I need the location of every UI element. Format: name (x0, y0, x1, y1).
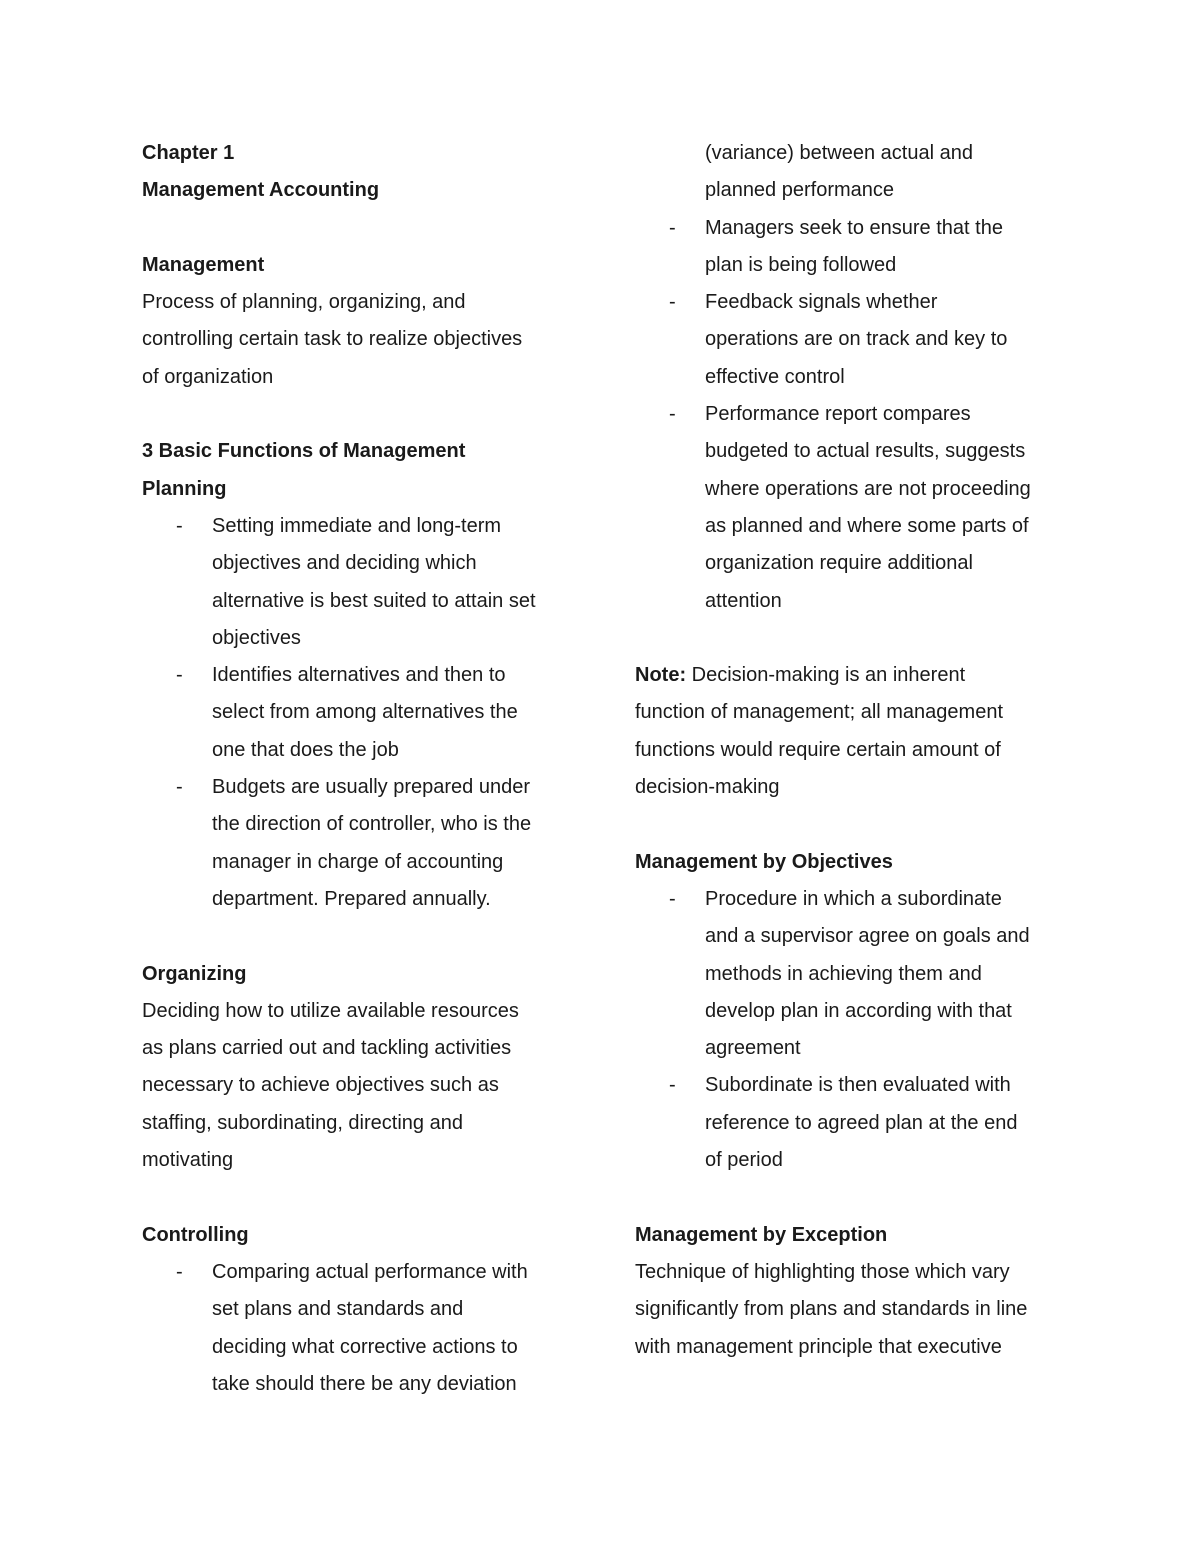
bullet-line: objectives (212, 626, 301, 649)
paragraph-line: staffing, subordinating, directing and (142, 1111, 463, 1134)
bullet-line: effective control (705, 365, 845, 388)
bullet-item (635, 284, 1075, 396)
paragraph-line: function of management; all management (635, 701, 1003, 724)
bullet-line: Setting immediate and long-term (212, 514, 502, 537)
mbe-heading: Management by Exception (635, 1223, 888, 1246)
paragraph-line: as plans carried out and tackling activities (142, 1037, 512, 1060)
bullet-item (142, 1254, 582, 1403)
bullet-line: set plans and standards and (212, 1298, 464, 1321)
paragraph-line: with management principle that executive (635, 1335, 1002, 1358)
bullet-line: Managers seek to ensure that the (705, 216, 1003, 239)
paragraph-line: significantly from plans and standards in line (635, 1298, 1028, 1321)
note-label: Note: (635, 664, 687, 687)
note-text: Decision-making is an inherent (686, 664, 966, 687)
bullet-line: take should there be any deviation (212, 1372, 517, 1395)
bullet-line: Procedure in which a subordinate (705, 887, 1002, 910)
bullet-item (635, 881, 1075, 1067)
management-heading: Management (142, 253, 265, 276)
bullet-line: Performance report compares (705, 403, 971, 426)
paragraph-line: Process of planning, organizing, and (142, 291, 466, 314)
paragraph-line: decision-making (635, 776, 780, 799)
bullet-line: alternative is best suited to attain set (212, 589, 536, 612)
paragraph-line: motivating (142, 1149, 234, 1172)
bullet-item (142, 769, 582, 918)
bullet-line: reference to agreed plan at the end (705, 1111, 1018, 1134)
bullet-item (635, 396, 1075, 620)
note-first-line (635, 657, 1075, 694)
bullet-line: operations are on track and key to (705, 328, 1008, 351)
bullet-continuation-line: planned performance (705, 179, 895, 202)
bullet-item (142, 657, 582, 769)
bullet-dash: - (176, 664, 183, 687)
functions-heading: 3 Basic Functions of Management (142, 440, 466, 463)
bullet-line: objectives and deciding which (212, 552, 477, 575)
bullet-dash: - (669, 403, 676, 426)
bullet-dash: - (669, 291, 676, 314)
controlling-heading: Controlling (142, 1223, 249, 1246)
bullet-dash: - (176, 776, 183, 799)
right-column (635, 135, 1075, 1366)
paragraph-line: functions would require certain amount of (635, 738, 1001, 761)
bullet-line: deciding what corrective actions to (212, 1335, 518, 1358)
bullet-line: as planned and where some parts of (705, 514, 1029, 537)
bullet-dash: - (669, 1074, 676, 1097)
paragraph-line: Technique of highlighting those which vary (635, 1260, 1010, 1283)
bullet-line: department. Prepared annually. (212, 887, 491, 910)
paragraph-line: of organization (142, 365, 274, 388)
bullet-line: manager in charge of accounting (212, 850, 504, 873)
paragraph-line: Deciding how to utilize available resources (142, 999, 519, 1022)
bullet-line: where operations are not proceeding (705, 477, 1031, 500)
left-column (142, 135, 582, 1403)
bullet-dash: - (669, 887, 676, 910)
bullet-line: methods in achieving them and (705, 962, 982, 985)
chapter-number: Chapter 1 (142, 142, 235, 164)
bullet-line: attention (705, 589, 782, 612)
chapter-title: Management Accounting (142, 179, 380, 202)
bullet-line: and a supervisor agree on goals and (705, 925, 1030, 948)
bullet-line: Comparing actual performance with (212, 1260, 528, 1283)
bullet-line: select from among alternatives the (212, 701, 518, 724)
bullet-item (635, 1067, 1075, 1179)
bullet-line: agreement (705, 1037, 801, 1060)
paragraph-line: necessary to achieve objectives such as (142, 1074, 499, 1097)
bullet-line: Subordinate is then evaluated with (705, 1074, 1011, 1097)
bullet-line: develop plan in according with that (705, 999, 1012, 1022)
planning-heading: Planning (142, 477, 227, 500)
organizing-heading: Organizing (142, 962, 247, 985)
bullet-line: Budgets are usually prepared under (212, 776, 530, 799)
mbo-heading: Management by Objectives (635, 850, 893, 873)
bullet-line: the direction of controller, who is the (212, 813, 532, 836)
bullet-item (142, 508, 582, 657)
bullet-dash: - (176, 514, 183, 537)
bullet-item (635, 210, 1075, 285)
bullet-line: Identifies alternatives and then to (212, 664, 506, 687)
bullet-continuation-line: (variance) between actual and (705, 142, 973, 164)
paragraph-line: controlling certain task to realize objectives (142, 328, 523, 351)
bullet-line: of period (705, 1149, 783, 1172)
bullet-dash: - (669, 216, 676, 239)
bullet-line: one that does the job (212, 738, 399, 761)
bullet-line: Feedback signals whether (705, 291, 938, 314)
bullet-line: plan is being followed (705, 253, 897, 276)
bullet-line: organization require additional (705, 552, 973, 575)
bullet-line: budgeted to actual results, suggests (705, 440, 1026, 463)
bullet-dash: - (176, 1260, 183, 1283)
